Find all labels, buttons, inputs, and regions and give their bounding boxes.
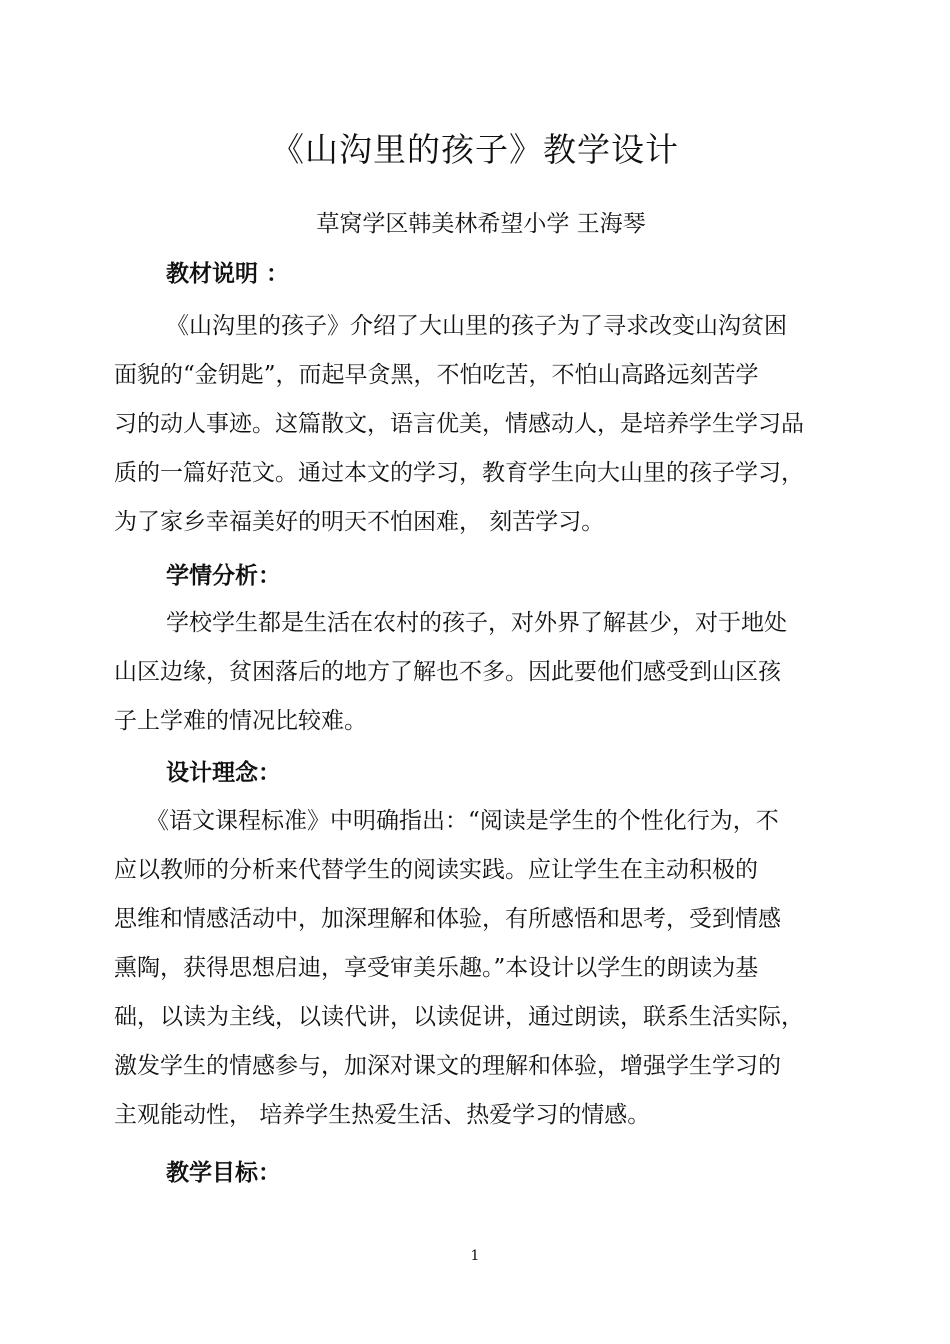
paragraph-line: 础，以读为主线，以读代讲，以读促讲，通过朗读，联系生活实际， — [114, 1004, 804, 1030]
page-number: 1 — [470, 1248, 480, 1264]
section-heading-materials: 教材说明 ： — [166, 261, 290, 287]
section-paragraph-student-analysis — [114, 599, 838, 746]
paragraph-line: 激发学生的情感参与，加深对课文的理解和体验，增强学生学习的 — [114, 1053, 781, 1079]
paragraph-line: 学校学生都是生活在农村的孩子，对外界了解甚少，对于地处 — [166, 610, 787, 636]
section-heading-student-analysis: 学情分析： — [166, 563, 281, 589]
section-paragraph-design-concept — [114, 797, 838, 1140]
document-title: 《山沟里的孩子》教学设计 — [271, 130, 679, 169]
paragraph-line: 《山沟里的孩子》介绍了大山里的孩子为了寻求改变山沟贫困 — [166, 313, 787, 339]
paragraph-line: 熏陶，获得思想启迪，享受审美乐趣。”本设计以学生的朗读为基 — [114, 955, 759, 981]
paragraph-line: 为了家乡幸福美好的明天不怕困难， 刻苦学习。 — [114, 509, 605, 535]
paragraph-line: 山区边缘，贫困落后的地方了解也不多。因此要他们感受到山区孩 — [114, 659, 781, 685]
paragraph-line: 应以教师的分析来代替学生的阅读实践。应让学生在主动积极的 — [114, 857, 758, 883]
document-author: 草窝学区韩美林希望小学 王海琴 — [316, 211, 646, 237]
paragraph-line: 主观能动性， 培养学生热爱生活、热爱学习的情感。 — [114, 1102, 651, 1128]
paragraph-line: 质的一篇好范文。通过本文的学习，教育学生向大山里的孩子学习， — [114, 460, 804, 486]
section-heading-teaching-goals: 教学目标： — [166, 1160, 281, 1186]
section-paragraph-materials — [114, 302, 838, 547]
paragraph-line: 思维和情感活动中，加深理解和体验，有所感悟和思考，受到情感 — [114, 906, 781, 932]
section-heading-design-concept: 设计理念： — [166, 760, 281, 786]
paragraph-line: 《语文课程标准》中明确指出：“阅读是学生的个性化行为，不 — [146, 808, 779, 834]
paragraph-line: 面貌的“金钥匙”，而起早贪黑，不怕吃苦，不怕山高路远刻苦学 — [114, 362, 759, 388]
paragraph-line: 习的动人事迹。这篇散文，语言优美，情感动人，是培养学生学习品 — [114, 411, 804, 437]
paragraph-line: 子上学难的情况比较难。 — [114, 708, 367, 734]
